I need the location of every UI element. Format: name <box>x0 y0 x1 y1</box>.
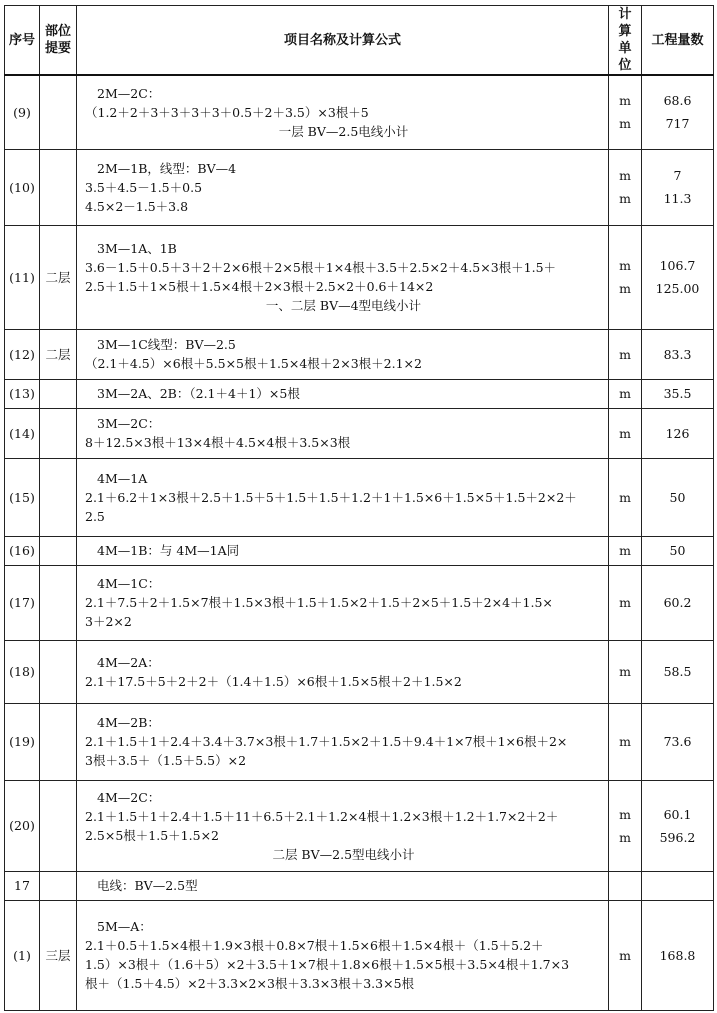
row-location <box>40 408 77 458</box>
row-quantity <box>642 408 714 458</box>
row-unit <box>609 536 642 565</box>
description-line: 4M—1C： <box>97 576 161 591</box>
description-line: 4M—1A <box>97 470 148 486</box>
quantity-value: 717 <box>665 116 690 132</box>
row-unit <box>609 149 642 225</box>
row-number: (9) <box>5 75 40 149</box>
quantity-value: 125.00 <box>655 281 700 296</box>
row-quantity <box>642 149 714 225</box>
table-row <box>5 149 714 225</box>
header-unit: 计算单位 <box>609 6 642 76</box>
row-number: (20) <box>5 780 40 871</box>
description-line: 2.1＋1.5＋1＋2.4＋1.5＋11＋6.5＋2.1＋1.2×4根＋1.2×3根＋1.2＋1.7×2＋2＋ <box>85 808 559 824</box>
row-quantity <box>642 329 714 379</box>
row-number: (17) <box>5 565 40 640</box>
row-number: (11) <box>5 225 40 329</box>
row-description <box>77 329 609 379</box>
row-unit <box>609 329 642 379</box>
quantity-value: 35.5 <box>663 386 692 401</box>
description-line: 二层 BV—2.5型电线小计 <box>272 846 415 862</box>
table-row <box>5 640 714 703</box>
row-unit <box>609 565 642 640</box>
row-description <box>77 536 609 565</box>
table-row <box>5 458 714 536</box>
row-description <box>77 149 609 225</box>
unit-value: m <box>619 734 631 749</box>
table-body <box>5 75 714 1010</box>
unit-value: m <box>619 806 631 822</box>
description-line: 4M—2A： <box>97 654 160 670</box>
row-description <box>77 780 609 871</box>
row-location <box>40 75 77 149</box>
row-location <box>40 458 77 536</box>
row-location <box>40 703 77 780</box>
row-location <box>40 871 77 900</box>
table-row <box>5 329 714 379</box>
table-row <box>5 75 714 149</box>
description-line: 3根＋3.5＋（1.5＋5.5）×2 <box>85 753 247 768</box>
description-line: 2.1＋6.2＋1×3根＋2.5＋1.5＋5＋1.5＋1.5＋1.2＋1＋1.5×6＋1.5×5＋1.5＋2×2＋ <box>85 489 577 505</box>
row-unit <box>609 780 642 871</box>
row-description <box>77 900 609 1010</box>
row-number: (18) <box>5 640 40 703</box>
row-description <box>77 379 609 408</box>
description-line: 4M—2C： <box>97 789 161 805</box>
description-line: 8＋12.5×3根＋13×4根＋4.5×4根＋3.5×3根 <box>85 435 351 450</box>
row-number: (14) <box>5 408 40 458</box>
row-description <box>77 703 609 780</box>
description-line: 4M—1B：与 4M—1A同 <box>97 543 240 558</box>
header-row <box>5 6 714 76</box>
row-number: (15) <box>5 458 40 536</box>
row-description <box>77 458 609 536</box>
row-number: (1) <box>5 900 40 1010</box>
unit-value: m <box>619 829 631 845</box>
description-line: 一层 BV—2.5电线小计 <box>278 123 409 139</box>
quantity-value: 50 <box>669 543 686 558</box>
row-number: (10) <box>5 149 40 225</box>
quantity-value: 168.8 <box>659 947 696 963</box>
unit-value: m <box>619 191 631 206</box>
description-line: 1.5）×3根＋（1.6＋5）×2＋3.5＋1×7根＋1.8×6根＋1.5×5根＋3.5×4根＋1.7×3 <box>85 957 570 972</box>
description-line: 4M—2B： <box>97 715 160 730</box>
description-line: 2.1＋17.5＋5＋2＋2＋（1.4＋1.5）×6根＋1.5×5根＋2＋1.5×2 <box>85 673 462 689</box>
quantity-value: 60.1 <box>663 806 692 822</box>
row-location <box>40 780 77 871</box>
quantity-value: 50 <box>669 489 686 505</box>
row-number: (13) <box>5 379 40 408</box>
header-quantity: 工程量数 <box>642 6 714 76</box>
quantity-value: 106.7 <box>659 258 696 273</box>
row-quantity <box>642 871 714 900</box>
row-number: (16) <box>5 536 40 565</box>
description-line: 2.1＋0.5＋1.5×4根＋1.9×3根＋0.8×7根＋1.5×6根＋1.5×4根＋（1.5＋5.2＋ <box>85 938 544 953</box>
quantity-value: 73.6 <box>663 734 692 749</box>
unit-value: m <box>619 947 631 963</box>
row-location <box>40 640 77 703</box>
unit-value: m <box>619 168 631 183</box>
row-location <box>40 565 77 640</box>
description-line: 3M—1C线型：BV—2.5 <box>97 337 236 352</box>
table-row <box>5 565 714 640</box>
row-unit <box>609 871 642 900</box>
row-unit <box>609 900 642 1010</box>
header-description: 项目名称及计算公式 <box>77 6 609 76</box>
description-line: （1.2＋2＋3＋3＋3＋3＋0.5＋2＋3.5）×3根＋5 <box>85 104 369 120</box>
description-line: 3.5＋4.5－1.5＋0.5 <box>85 179 203 195</box>
row-description <box>77 565 609 640</box>
row-unit <box>609 703 642 780</box>
row-location <box>40 536 77 565</box>
row-quantity <box>642 225 714 329</box>
table-row <box>5 703 714 780</box>
table-row <box>5 871 714 900</box>
row-location: 二层 <box>40 329 77 379</box>
unit-value: m <box>619 386 631 401</box>
description-line: 2M—1B，线型：BV—4 <box>97 160 237 176</box>
unit-value: m <box>619 281 631 296</box>
row-location <box>40 379 77 408</box>
quantity-value: 60.2 <box>663 595 692 610</box>
description-line: 电线：BV—2.5型 <box>97 878 198 893</box>
quantity-value: 11.3 <box>663 191 692 206</box>
row-description <box>77 408 609 458</box>
description-line: 3M—2C： <box>97 416 161 431</box>
unit-value: m <box>619 543 631 558</box>
description-line: 根＋（1.5＋4.5）×2＋3.3×2×3根＋3.3×3根＋3.3×5根 <box>85 976 415 991</box>
description-line: 3.6－1.5＋0.5＋3＋2＋2×6根＋2×5根＋1×4根＋3.5＋2.5×2＋4.5×3根＋1.5＋ <box>85 260 557 275</box>
row-description <box>77 871 609 900</box>
table-row <box>5 536 714 565</box>
row-number: (12) <box>5 329 40 379</box>
row-quantity <box>642 458 714 536</box>
table-row <box>5 780 714 871</box>
row-quantity <box>642 703 714 780</box>
description-line: 2.1＋1.5＋1＋2.4＋3.4＋3.7×3根＋1.7＋1.5×2＋1.5＋9.4＋1×7根＋1×6根＋2× <box>85 734 568 749</box>
description-line: 2.5×5根＋1.5＋1.5×2 <box>85 827 219 843</box>
header-location: 部位提要 <box>40 6 77 76</box>
header-no: 序号 <box>5 6 40 76</box>
row-quantity <box>642 900 714 1010</box>
row-location: 二层 <box>40 225 77 329</box>
quantity-value: 126 <box>665 425 690 441</box>
row-description <box>77 225 609 329</box>
unit-value: m <box>619 425 631 441</box>
description-line: 2.5＋1.5＋1×5根＋1.5×4根＋2×3根＋2.5×2＋0.6＋14×2 <box>85 279 434 294</box>
description-line: 2.5 <box>85 508 105 524</box>
row-location: 三层 <box>40 900 77 1010</box>
unit-value: m <box>619 664 631 679</box>
row-quantity <box>642 379 714 408</box>
row-quantity <box>642 640 714 703</box>
unit-value: m <box>619 595 631 610</box>
quantity-value: 7 <box>673 168 682 183</box>
description-line: 一、二层 BV—4型电线小计 <box>265 298 422 313</box>
description-line: 2M—2C： <box>97 85 161 101</box>
row-location <box>40 149 77 225</box>
table-row <box>5 379 714 408</box>
row-unit <box>609 75 642 149</box>
row-quantity <box>642 75 714 149</box>
unit-value: m <box>619 116 631 132</box>
row-number: 17 <box>5 871 40 900</box>
description-line: （2.1＋4.5）×6根＋5.5×5根＋1.5×4根＋2×3根＋2.1×2 <box>85 356 422 371</box>
unit-value: m <box>619 489 631 505</box>
description-line: 2.1＋7.5＋2＋1.5×7根＋1.5×3根＋1.5＋1.5×2＋1.5＋2×5＋1.5＋2×4＋1.5× <box>85 595 553 610</box>
quantity-table <box>4 5 714 1011</box>
row-unit <box>609 379 642 408</box>
quantity-value: 596.2 <box>659 829 696 845</box>
unit-value: m <box>619 258 631 273</box>
unit-value: m <box>619 93 631 109</box>
row-unit <box>609 458 642 536</box>
row-number: (19) <box>5 703 40 780</box>
description-line: 4.5×2－1.5＋3.8 <box>85 198 189 214</box>
quantity-value: 58.5 <box>663 664 692 679</box>
row-description <box>77 75 609 149</box>
row-unit <box>609 408 642 458</box>
quantity-value: 68.6 <box>663 93 692 109</box>
table-row <box>5 900 714 1010</box>
row-quantity <box>642 536 714 565</box>
description-line: 5M—A： <box>97 919 152 934</box>
table-row <box>5 408 714 458</box>
row-quantity <box>642 565 714 640</box>
row-description <box>77 640 609 703</box>
description-line: 3M—2A、2B：（2.1＋4＋1）×5根 <box>97 386 300 401</box>
quantity-value: 83.3 <box>663 346 692 362</box>
row-unit <box>609 225 642 329</box>
description-line: 3＋2×2 <box>85 614 132 629</box>
table-row <box>5 225 714 329</box>
unit-value: m <box>619 346 631 362</box>
row-unit <box>609 640 642 703</box>
row-quantity <box>642 780 714 871</box>
description-line: 3M—1A、1B <box>97 241 177 256</box>
